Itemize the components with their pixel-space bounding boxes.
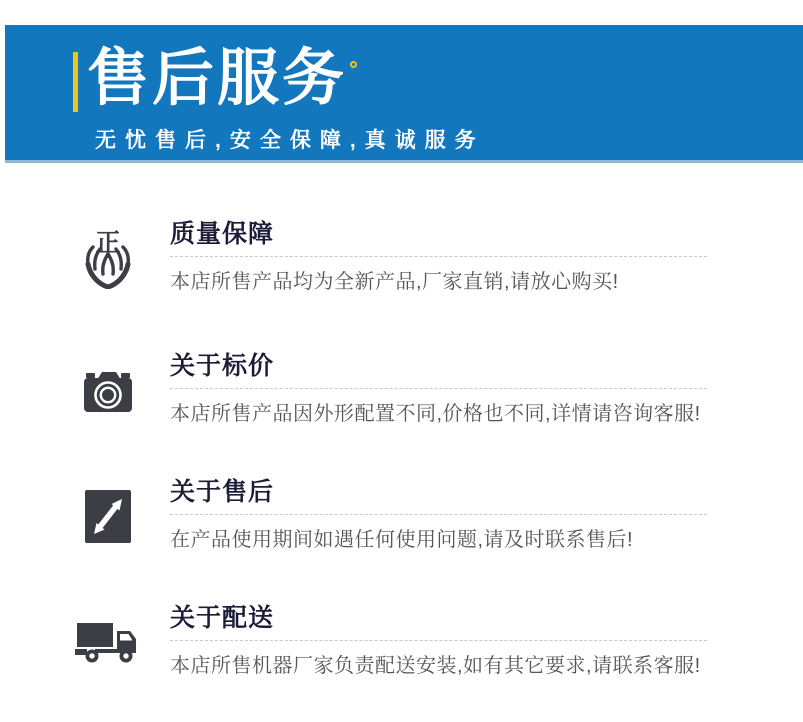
section-title: 关于售后 — [170, 478, 275, 506]
diagonal-arrows-icon — [72, 478, 144, 554]
section-description: 在产品使用期间如遇任何使用问题,请及时联系售后! — [170, 529, 634, 551]
accent-ring-icon — [350, 61, 357, 68]
camera-icon — [72, 352, 144, 428]
banner-title-row — [73, 45, 803, 113]
delivery-truck-icon — [75, 621, 141, 663]
banner-inner — [5, 25, 803, 154]
section-title: 关于标价 — [170, 352, 275, 380]
page-title: 售后服务 — [87, 44, 348, 113]
diagonal-arrows-icon — [85, 490, 131, 543]
section-description: 本店所售机器厂家负责配送安装,如有其它要求,请联系客服! — [170, 655, 701, 677]
accent-bar — [73, 52, 78, 112]
section-pricing — [0, 352, 803, 428]
hands-holding-zheng-icon — [72, 220, 144, 296]
section-title: 关于配送 — [170, 604, 275, 632]
dashed-divider — [170, 388, 707, 389]
section-text — [170, 478, 707, 553]
section-text — [170, 604, 707, 679]
section-description: 本店所售产品均为全新产品,厂家直销,请放心购买! — [170, 271, 619, 293]
section-aftersales — [0, 478, 803, 554]
dashed-divider — [170, 514, 707, 515]
camera-icon — [83, 367, 133, 413]
banner — [5, 25, 803, 163]
banner-subtitle: 无忧售后,安全保障,真诚服务 — [95, 129, 485, 152]
section-quality — [0, 220, 803, 296]
dashed-divider — [170, 640, 707, 641]
dashed-divider — [170, 256, 707, 257]
zheng-character: 正 — [95, 228, 121, 257]
section-text — [170, 352, 707, 427]
hands-holding-zheng-icon — [80, 227, 136, 289]
section-title: 质量保障 — [170, 220, 275, 248]
section-delivery — [0, 604, 803, 680]
section-text — [170, 220, 707, 295]
section-description: 本店所售产品因外形配置不同,价格也不同,详情请咨询客服! — [170, 403, 701, 425]
delivery-truck-icon — [72, 604, 144, 680]
